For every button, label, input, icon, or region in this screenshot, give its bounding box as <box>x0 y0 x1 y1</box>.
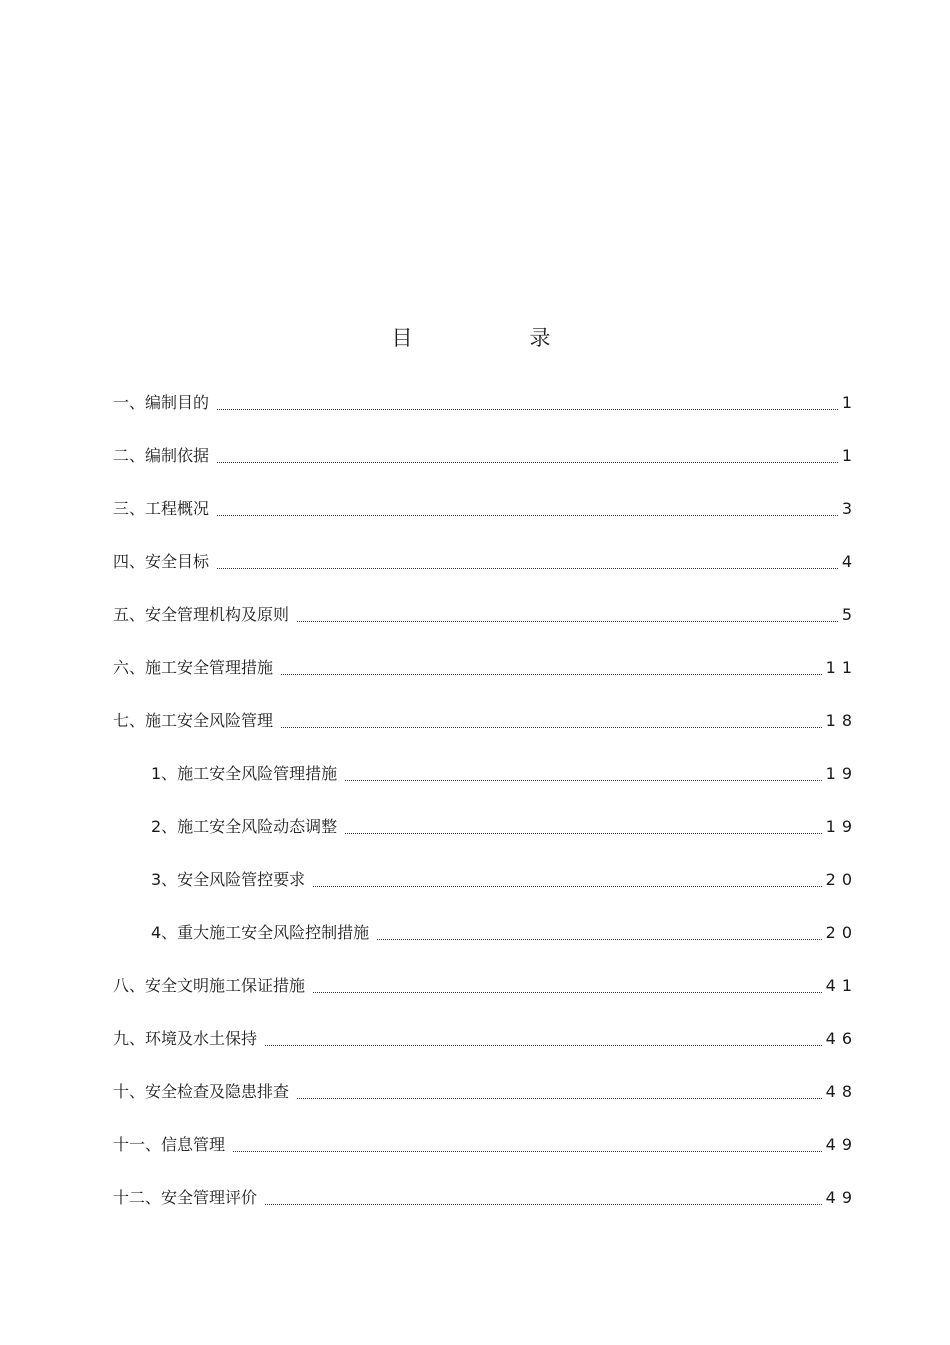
dot-leader <box>297 602 838 622</box>
toc-entry-page: 20 <box>825 923 858 942</box>
dot-leader <box>281 655 822 675</box>
toc-subentry[interactable] <box>113 814 858 867</box>
dot-leader <box>345 814 821 834</box>
toc-entry-page: 19 <box>825 764 858 783</box>
dot-leader <box>345 761 821 781</box>
toc-entry-label: 六、施工安全管理措施 <box>113 658 274 677</box>
toc-entry-page: 18 <box>825 711 858 730</box>
toc-entry[interactable] <box>113 655 858 708</box>
toc-entry-label: 十一、信息管理 <box>113 1135 226 1154</box>
toc-entry-label: 八、安全文明施工保证措施 <box>113 976 306 995</box>
toc-entry-label: 四、安全目标 <box>113 552 210 571</box>
toc-subentry[interactable] <box>113 761 858 814</box>
toc-entry-page: 48 <box>825 1082 858 1101</box>
dot-leader <box>265 1185 822 1205</box>
toc-entry[interactable] <box>113 443 858 496</box>
toc-entry-page: 49 <box>825 1135 858 1154</box>
toc-entry[interactable] <box>113 602 858 655</box>
toc-entry-page: 1 <box>841 393 858 412</box>
dot-leader <box>313 973 822 993</box>
dot-leader <box>217 549 838 569</box>
toc-entry-label: 十二、安全管理评价 <box>113 1188 258 1207</box>
toc-entry-page: 41 <box>825 976 858 995</box>
toc-entry-label: 3、安全风险管控要求 <box>151 870 306 889</box>
dot-leader <box>313 867 821 887</box>
toc-entry-label: 十、安全检查及隐患排查 <box>113 1082 290 1101</box>
toc-list <box>113 390 858 1238</box>
toc-entry[interactable] <box>113 496 858 549</box>
toc-entry-label: 1、施工安全风险管理措施 <box>151 764 338 783</box>
toc-entry[interactable] <box>113 1079 858 1132</box>
toc-entry[interactable] <box>113 1185 858 1238</box>
toc-entry-label: 三、工程概况 <box>113 499 210 518</box>
toc-title: 目 录 <box>391 326 599 350</box>
dot-leader <box>217 496 838 516</box>
toc-entry[interactable] <box>113 708 858 761</box>
dot-leader <box>217 390 838 410</box>
toc-entry-label: 九、环境及水土保持 <box>113 1029 258 1048</box>
toc-entry-label: 2、施工安全风险动态调整 <box>151 817 338 836</box>
toc-entry-page: 46 <box>825 1029 858 1048</box>
dot-leader <box>281 708 822 728</box>
toc-entry-label: 二、编制依据 <box>113 446 210 465</box>
dot-leader <box>297 1079 822 1099</box>
dot-leader <box>377 920 821 940</box>
toc-entry-label: 4、重大施工安全风险控制措施 <box>151 923 370 942</box>
toc-entry-label: 一、编制目的 <box>113 393 210 412</box>
toc-entry-page: 3 <box>841 499 858 518</box>
toc-entry-page: 20 <box>825 870 858 889</box>
toc-entry-label: 五、安全管理机构及原则 <box>113 605 290 624</box>
dot-leader <box>233 1132 822 1152</box>
toc-entry-page: 19 <box>825 817 858 836</box>
dot-leader <box>217 443 838 463</box>
toc-entry-page: 4 <box>841 552 858 571</box>
toc-entry[interactable] <box>113 549 858 602</box>
toc-entry[interactable] <box>113 973 858 1026</box>
toc-subentry[interactable] <box>113 920 858 973</box>
toc-entry-page: 49 <box>825 1188 858 1207</box>
toc-entry-page: 5 <box>841 605 858 624</box>
toc-entry-label: 七、施工安全风险管理 <box>113 711 274 730</box>
toc-entry-page: 1 <box>841 446 858 465</box>
toc-entry[interactable] <box>113 1026 858 1079</box>
toc-entry[interactable] <box>113 1132 858 1185</box>
dot-leader <box>265 1026 822 1046</box>
toc-entry[interactable] <box>113 390 858 443</box>
toc-subentry[interactable] <box>113 867 858 920</box>
toc-entry-page: 11 <box>825 658 858 677</box>
